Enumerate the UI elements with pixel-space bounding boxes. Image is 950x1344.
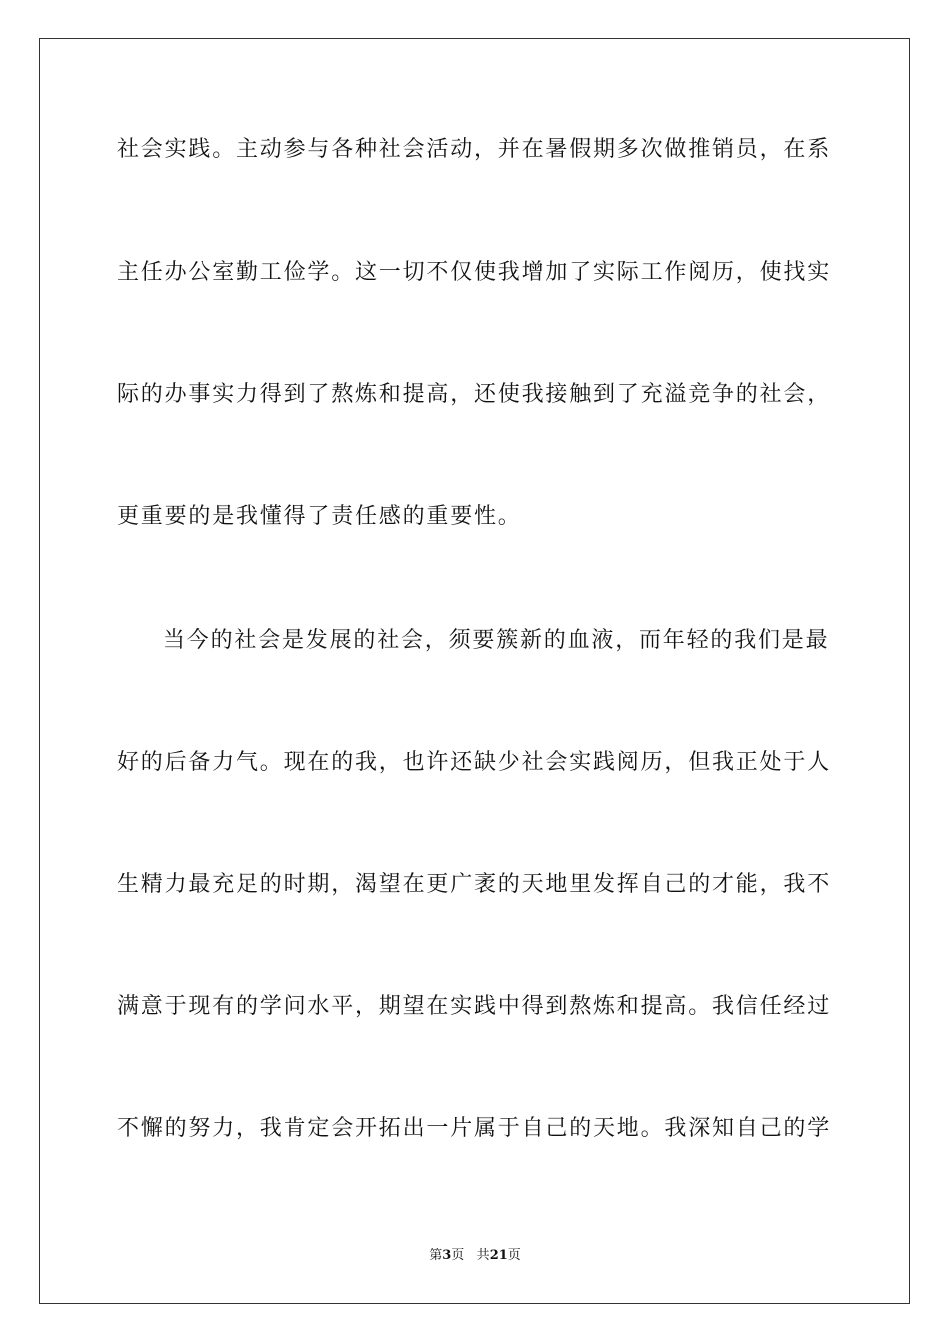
text-line-2: 主任办公室勤工俭学。这一切不仅使我增加了实际工作阅历，使找实 [117, 260, 832, 285]
text-line-1: 社会实践。主动参与各种社会活动，并在暑假期多次做推销员，在系 [117, 137, 832, 162]
page-footer [0, 1247, 950, 1265]
text-line-3: 际的办事实力得到了熬炼和提高，还使我接触到了充溢竞争的社会， [117, 382, 832, 407]
total-prefix: 共 [476, 1248, 490, 1263]
text-line-6: 好的后备力气。现在的我，也许还缺少社会实践阅历，但我正处于人 [117, 750, 832, 775]
page-prefix: 第 [429, 1248, 443, 1263]
total-pages: 21 [489, 1248, 508, 1263]
total-suffix: 页 [507, 1248, 521, 1263]
text-line-8: 满意于现有的学问水平，期望在实践中得到熬炼和提高。我信任经过 [117, 994, 832, 1019]
text-line-9: 不懈的努力，我肯定会开拓出一片属于自己的天地。我深知自己的学 [117, 1116, 832, 1141]
text-line-7: 生精力最充足的时期，渴望在更广袤的天地里发挥自己的才能，我不 [117, 872, 832, 897]
text-line-5-paragraph-start: 当今的社会是发展的社会，须要簇新的血液，而年轻的我们是最 [163, 628, 830, 653]
text-line-4: 更重要的是我懂得了责任感的重要性。 [117, 504, 522, 529]
page-suffix: 页 [451, 1248, 465, 1263]
page-number: 3 [442, 1248, 452, 1263]
